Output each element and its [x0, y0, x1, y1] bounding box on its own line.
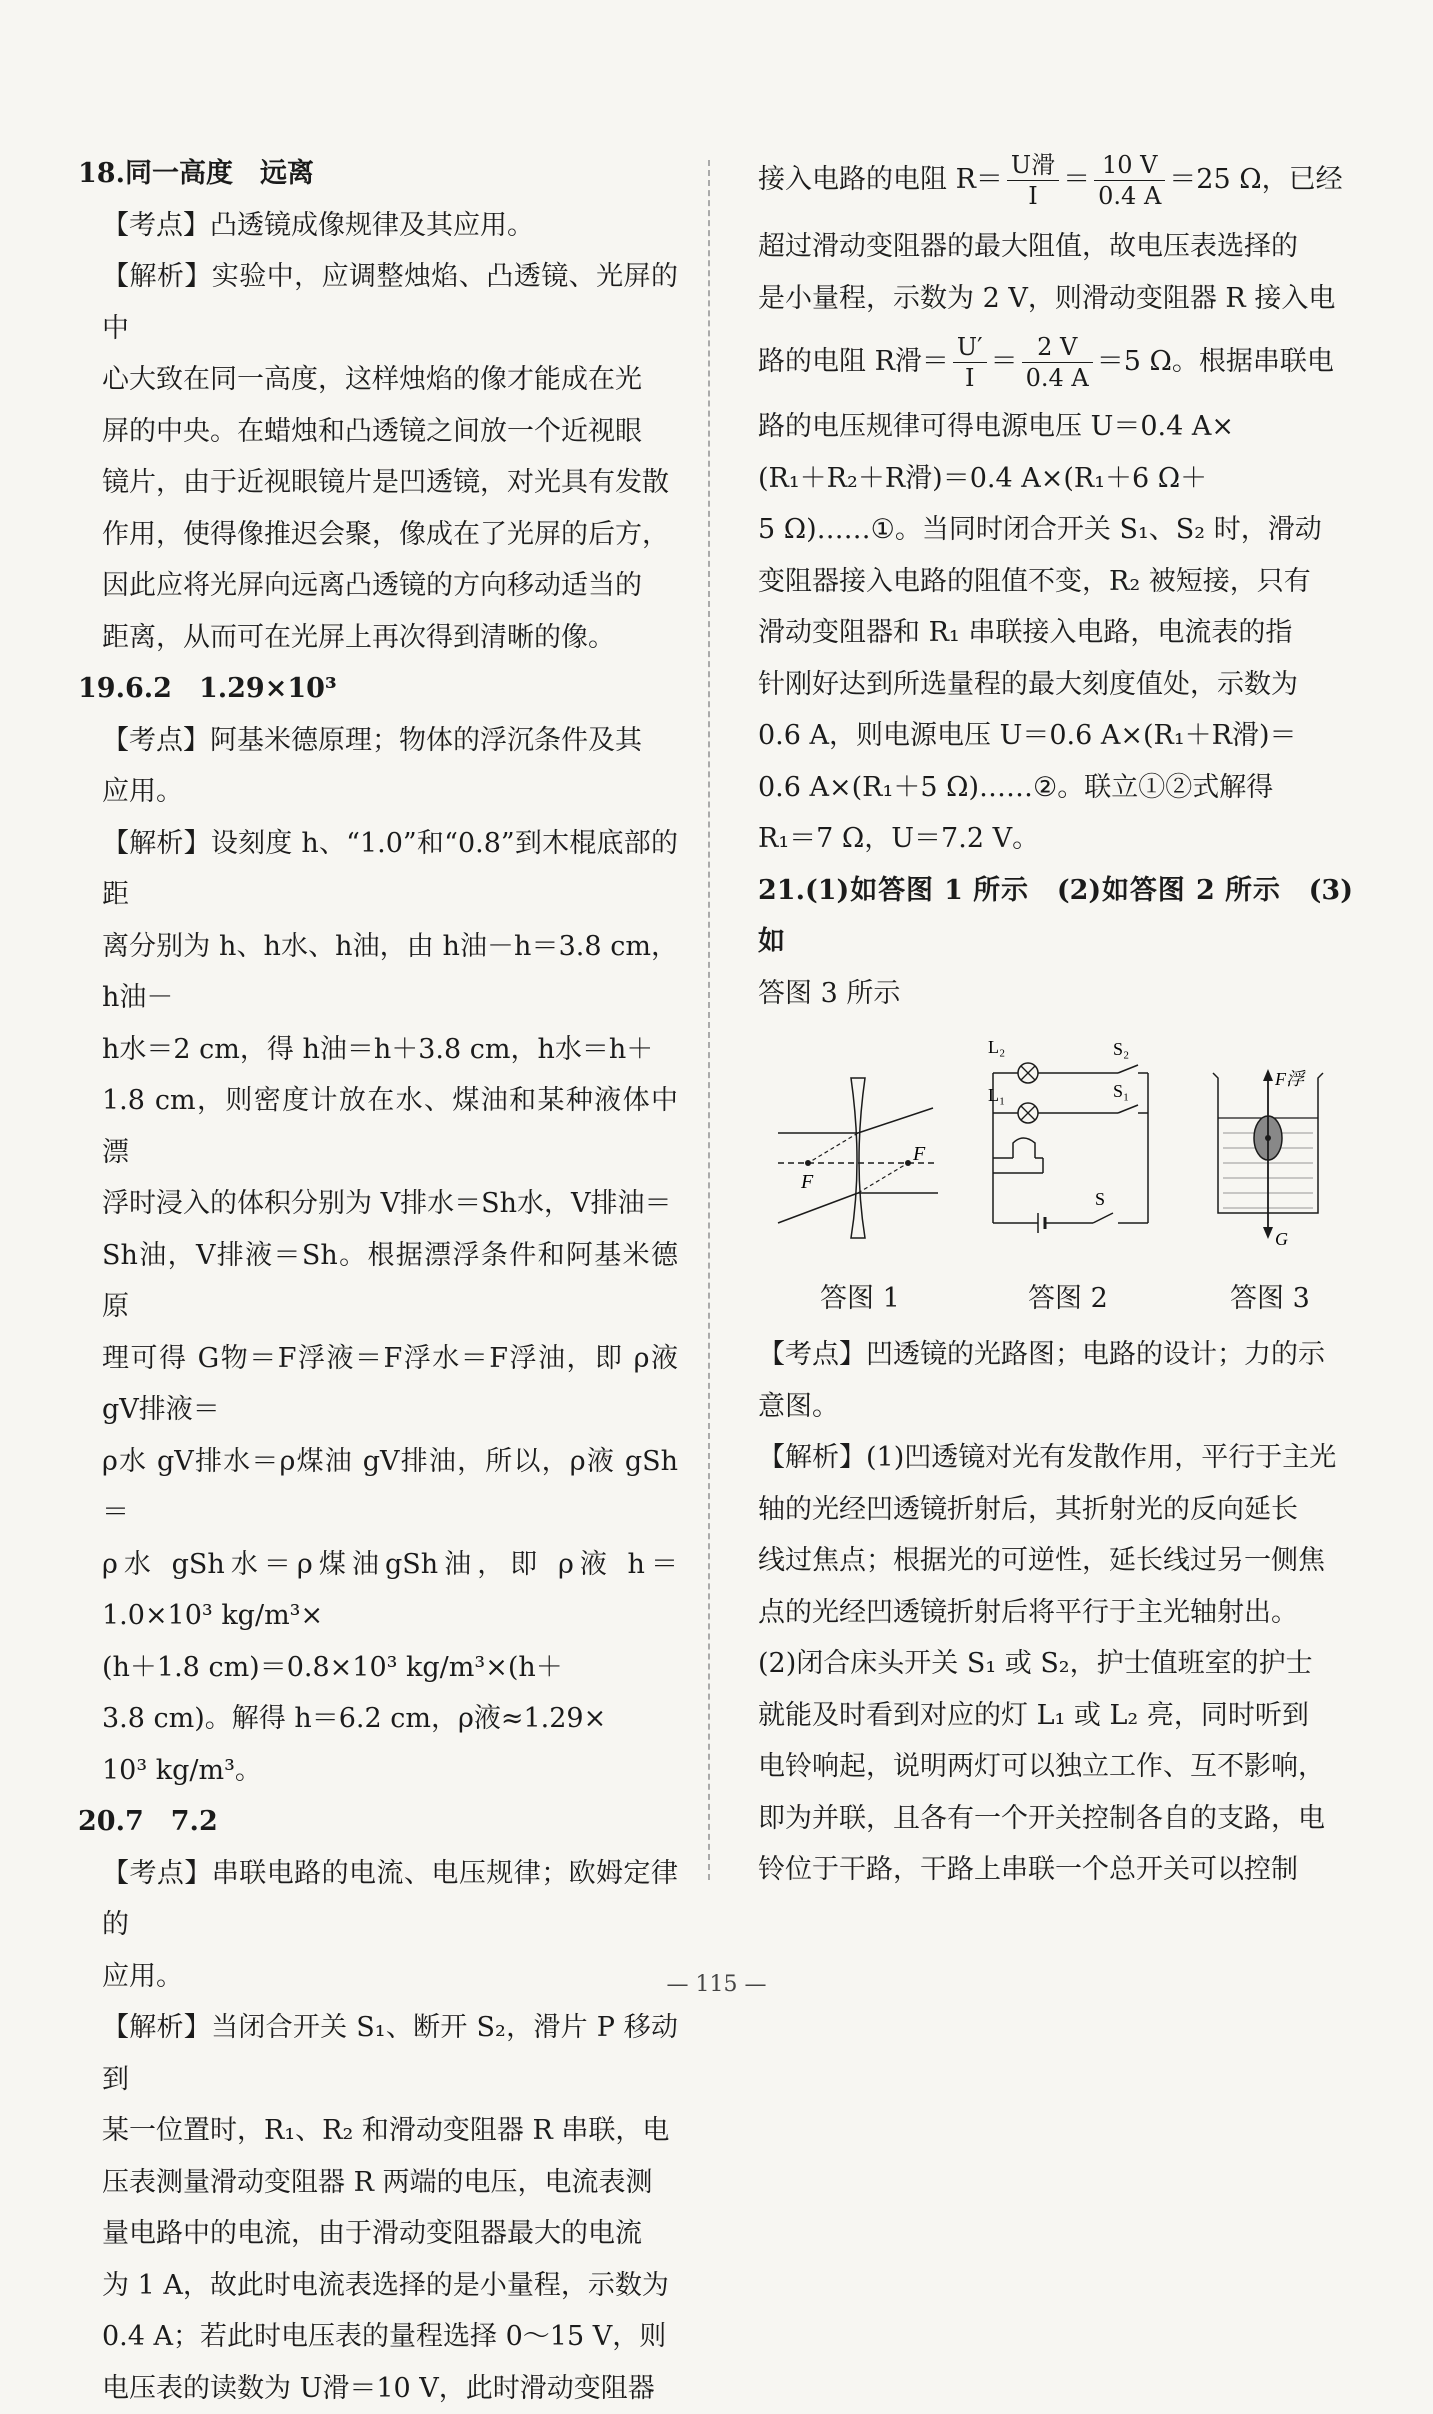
text-line: 为 1 A，故此时电流表选择的是小量程，示数为 — [78, 2260, 678, 2312]
equals-sign: ＝ — [1063, 164, 1090, 195]
text-line: 应用。 — [78, 766, 678, 818]
label-s2: S₂ — [1113, 1039, 1129, 1059]
text-line: 0.4 A；若此时电压表的量程选择 0～15 V，则 — [78, 2311, 678, 2363]
text-line: 压表测量滑动变阻器 R 两端的电压，电流表测 — [78, 2157, 678, 2209]
text-line: 就能及时看到对应的灯 L₁ 或 L₂ 亮，同时听到 — [758, 1690, 1353, 1742]
text-line: 超过滑动变阻器的最大阻值，故电压表选择的 — [758, 221, 1353, 273]
text-line: 【解析】实验中，应调整烛焰、凸透镜、光屏的中 — [78, 251, 678, 354]
text-line: 量电路中的电流，由于滑动变阻器最大的电流 — [78, 2208, 678, 2260]
q21-kaodian — [758, 1329, 1353, 1432]
q21-jiexi — [758, 1432, 1353, 1896]
formula-text: ＝25 Ω，已经 — [1169, 164, 1342, 195]
text-line: 针刚好达到所选量程的最大刻度值处，示数为 — [758, 659, 1353, 711]
text-line: 答图 3 所示 — [758, 968, 1353, 1020]
text-line: 理可得 G物＝F浮液＝F浮水＝F浮油，即 ρ液 gV排液＝ — [78, 1333, 678, 1436]
text-line: (2)闭合床头开关 S₁ 或 S₂，护士值班室的护士 — [758, 1638, 1353, 1690]
fraction-numerator: U滑 — [1007, 150, 1059, 181]
text-line: 【解析】(1)凹透镜对光有发散作用，平行于主光 — [758, 1432, 1353, 1484]
column-divider — [708, 160, 710, 1880]
switch-s-icon — [1093, 1213, 1113, 1223]
fraction-numerator: 10 V — [1094, 150, 1165, 181]
q19-answer: 19.6.2 1.29×10³ — [78, 663, 678, 715]
fraction — [953, 332, 987, 393]
q21-answer — [758, 865, 1353, 1020]
right-column — [758, 150, 1353, 1896]
label-l2: L₂ — [988, 1037, 1005, 1057]
formula-line-1 — [758, 150, 1353, 211]
text-line: 意图。 — [758, 1381, 1353, 1433]
fraction-numerator: 2 V — [1022, 332, 1093, 363]
label-l1: L₁ — [988, 1085, 1005, 1105]
text-line: 1.8 cm，则密度计放在水、煤油和某种液体中漂 — [78, 1075, 678, 1178]
text-line: 即为并联，且各有一个开关控制各自的支路，电 — [758, 1793, 1353, 1845]
text-line: (h＋1.8 cm)＝0.8×10³ kg/m³×(h＋ — [78, 1642, 678, 1694]
page-number: — 115 — — [0, 1972, 1433, 1997]
fraction-denominator: 0.4 A — [1022, 363, 1093, 393]
equals-sign: ＝ — [991, 346, 1018, 377]
text-line: 21.(1)如答图 1 所示 (2)如答图 2 所示 (3)如 — [758, 865, 1353, 968]
extension-line-2 — [858, 1163, 908, 1193]
text-line: Sh油，V排液＝Sh。根据漂浮条件和阿基米德原 — [78, 1230, 678, 1333]
q18-jiexi — [78, 251, 678, 663]
q20-answer: 20.7 7.2 — [78, 1796, 678, 1848]
text-line: 10³ kg/m³。 — [78, 1745, 678, 1797]
text-line: 浮时浸入的体积分别为 V排水＝Sh水，V排油＝ — [78, 1178, 678, 1230]
text-line: 路的电压规律可得电源电压 U＝0.4 A× — [758, 401, 1353, 453]
figure-2-circuit — [983, 1023, 1163, 1243]
text-line: 因此应将光屏向远离凸透镜的方向移动适当的 — [78, 560, 678, 612]
q19-kaodian — [78, 715, 678, 818]
text-line: 电压表的读数为 U滑＝10 V，此时滑动变阻器 — [78, 2363, 678, 2414]
focus-point — [905, 1160, 911, 1166]
text-line: 【解析】设刻度 h、“1.0”和“0.8”到木棍底部的距 — [78, 818, 678, 921]
text-line: ρ水 gSh水＝ρ煤油gSh油，即 ρ液 h＝1.0×10³ kg/m³× — [78, 1539, 678, 1642]
figure-label-2: 答图 2 — [1028, 1273, 1108, 1325]
fraction-denominator: 0.4 A — [1094, 181, 1165, 211]
text-line: R₁＝7 Ω，U＝7.2 V。 — [758, 813, 1353, 865]
fraction — [1094, 150, 1165, 211]
text-line: 点的光经凹透镜折射后将平行于主光轴射出。 — [758, 1587, 1353, 1639]
text-line: 0.6 A，则电源电压 U＝0.6 A×(R₁＋R滑)＝ — [758, 710, 1353, 762]
label-gravity: G — [1275, 1229, 1288, 1249]
text-line: 离分别为 h、h水、h油，由 h油－h＝3.8 cm，h油－ — [78, 921, 678, 1024]
fraction — [1022, 332, 1093, 393]
text-line: 屏的中央。在蜡烛和凸透镜之间放一个近视眼 — [78, 406, 678, 458]
text-line: 线过焦点；根据光的可逆性，延长线过另一侧焦 — [758, 1535, 1353, 1587]
answer-figures — [758, 1023, 1353, 1323]
left-column — [78, 148, 678, 2414]
text-line: 变阻器接入电路的阻值不变，R₂ 被短接，只有 — [758, 556, 1353, 608]
text-line: 滑动变阻器和 R₁ 串联接入电路，电流表的指 — [758, 607, 1353, 659]
figure-label-3: 答图 3 — [1230, 1273, 1310, 1325]
fraction — [1007, 150, 1059, 211]
label-s1: S₁ — [1113, 1081, 1129, 1101]
text-line: 0.6 A×(R₁＋5 Ω)……②。联立①②式解得 — [758, 762, 1353, 814]
text-line: 3.8 cm)。解得 h＝6.2 cm，ρ液≈1.29× — [78, 1693, 678, 1745]
q18-answer: 18.同一高度 远离 — [78, 148, 678, 200]
text-line: 铃位于干路，干路上串联一个总开关可以控制 — [758, 1844, 1353, 1896]
label-float-force: F浮 — [1274, 1069, 1306, 1089]
q19-jiexi — [78, 818, 678, 1797]
text-line: 应用。 — [78, 1951, 678, 2003]
q20-jiexi — [78, 2002, 678, 2414]
formula-line-2 — [758, 332, 1353, 393]
text-line: 镜片，由于近视眼镜片是凹透镜，对光具有发散 — [78, 457, 678, 509]
text-line: 【考点】串联电路的电流、电压规律；欧姆定律的 — [78, 1848, 678, 1951]
text-line: 5 Ω)……①。当同时闭合开关 S₁、S₂ 时，滑动 — [758, 504, 1353, 556]
text-line: 某一位置时，R₁、R₂ 和滑动变阻器 R 串联，电 — [78, 2105, 678, 2157]
text-line: 心大致在同一高度，这样烛焰的像才能成在光 — [78, 354, 678, 406]
figure-label-1: 答图 1 — [820, 1273, 900, 1325]
figure-3-buoyancy — [1203, 1063, 1343, 1253]
text-line: 【解析】当闭合开关 S₁、断开 S₂，滑片 P 移动到 — [78, 2002, 678, 2105]
text-line: 轴的光经凹透镜折射后，其折射光的反向延长 — [758, 1484, 1353, 1536]
refracted-ray — [858, 1108, 933, 1133]
text-line: 电铃响起，说明两灯可以独立工作、互不影响， — [758, 1741, 1353, 1793]
fraction-numerator: U′ — [953, 332, 987, 363]
text-line: 是小量程，示数为 2 V，则滑动变阻器 R 接入电 — [758, 273, 1353, 325]
lens-shape — [851, 1078, 865, 1238]
text-line: 【考点】阿基米德原理；物体的浮沉条件及其 — [78, 715, 678, 767]
formula-text: 路的电阻 R滑＝ — [758, 346, 949, 377]
formula-text: ＝5 Ω。根据串联电 — [1097, 346, 1334, 377]
text-line: 【考点】凹透镜的光路图；电路的设计；力的示 — [758, 1329, 1353, 1381]
q18-kaodian: 【考点】凸透镜成像规律及其应用。 — [78, 200, 678, 252]
extension-line — [808, 1133, 858, 1163]
text-line: h水＝2 cm，得 h油＝h＋3.8 cm，h水＝h＋ — [78, 1024, 678, 1076]
focus-point — [805, 1160, 811, 1166]
formula-text: 接入电路的电阻 R＝ — [758, 164, 1003, 195]
fraction-denominator: I — [1007, 181, 1059, 211]
label-s: S — [1095, 1189, 1105, 1209]
text-line: ρ水 gV排水＝ρ煤油 gV排油，所以，ρ液 gSh＝ — [78, 1436, 678, 1539]
incident-ray-2 — [778, 1193, 858, 1223]
focus-label: F — [912, 1143, 926, 1165]
text-line: 距离，从而可在光屏上再次得到清晰的像。 — [78, 612, 678, 664]
bell-icon — [1013, 1138, 1035, 1158]
focus-label: F — [800, 1171, 814, 1193]
fraction-denominator: I — [953, 363, 987, 393]
figure-1-concave-lens — [773, 1063, 943, 1243]
text-line: 作用，使得像推迟会聚，像成在了光屏的后方， — [78, 509, 678, 561]
text-line: (R₁＋R₂＋R滑)＝0.4 A×(R₁＋6 Ω＋ — [758, 453, 1353, 505]
